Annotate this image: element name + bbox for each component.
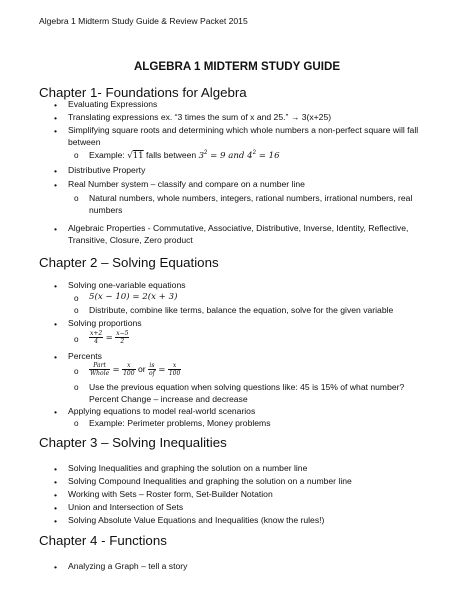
bullet: • — [54, 281, 58, 291]
bullet: • — [54, 503, 58, 513]
sub-bullet: o — [74, 306, 79, 315]
base-4: 4 — [247, 151, 253, 161]
ch2-item-proportions: Solving proportions — [68, 318, 142, 328]
bullet: • — [54, 113, 58, 123]
ch2-item-percents: Percents — [68, 351, 102, 361]
base-3: 3 — [198, 151, 205, 161]
ch2-percent-change: Percent Change – increase and decrease — [89, 394, 248, 404]
sqrt-expression: √11 — [127, 151, 144, 161]
ch2-percent-formula — [89, 362, 181, 377]
equals-sign: = — [105, 332, 113, 343]
equals-sign: = — [112, 364, 120, 375]
fraction — [89, 330, 103, 345]
numerator: x — [168, 362, 181, 370]
bullet: • — [54, 516, 58, 526]
chapter-2-heading: Chapter 2 – Solving Equations — [39, 255, 219, 270]
ch1-sqrt-example — [89, 150, 280, 162]
ch1-item-evaluating: Evaluating Expressions — [68, 99, 158, 109]
chapter-3-heading: Chapter 3 – Solving Inequalities — [39, 435, 227, 450]
ch2-real-world-example: Example: Perimeter problems, Money problems — [89, 418, 271, 428]
ch3-item-sets: Working with Sets – Roster form, Set-Builder Notation — [68, 489, 273, 499]
numerator: Part — [89, 362, 110, 370]
example-text: falls between — [143, 150, 199, 160]
radicand: 11 — [132, 151, 144, 161]
ch2-steps: Distribute, combine like terms, balance the equation, solve for the given variable — [89, 305, 394, 315]
denominator: 100 — [168, 370, 181, 377]
sub-bullet: o — [74, 383, 79, 392]
denominator: Whole — [90, 370, 110, 377]
bullet: • — [54, 126, 58, 136]
sub-bullet: o — [74, 194, 79, 203]
ch1-item-square-roots-cont: between — [68, 137, 101, 147]
ch1-number-types: Natural numbers, whole numbers, integers, rational numbers, irrational numbers, real — [89, 193, 413, 203]
numerator: x+2 — [90, 330, 103, 337]
equation-part: = 9 and — [207, 151, 248, 161]
example-label: Example: — [89, 150, 128, 160]
denominator: 4 — [94, 338, 99, 345]
chapter-1-heading: Chapter 1- Foundations for Algebra — [39, 85, 247, 100]
bullet: • — [54, 100, 58, 110]
ch3-item-union: Union and Intersection of Sets — [68, 502, 184, 512]
bullet: • — [54, 224, 58, 234]
fraction — [115, 330, 129, 345]
ch2-item-real-world: Applying equations to model real-world scenarios — [68, 406, 256, 416]
denominator: 2 — [120, 338, 125, 345]
denominator: 100 — [123, 370, 135, 377]
ch2-item-one-variable: Solving one-variable equations — [68, 280, 186, 290]
bullet: • — [54, 477, 58, 487]
ch1-item-properties: Algebraic Properties - Commutative, Associative, Distributive, Inverse, Identity, Reflective, — [68, 223, 409, 233]
equals-sign: = — [158, 364, 166, 375]
ch1-item-properties-cont: Transitive, Closure, Zero product — [68, 235, 193, 245]
ch3-item-absolute-value: Solving Absolute Value Equations and Inequalities (know the rules!) — [68, 515, 325, 525]
or-text: or — [137, 363, 146, 374]
ch3-item-compound: Solving Compound Inequalities and graphing the solution on a number line — [68, 476, 352, 486]
page-header: Algebra 1 Midterm Study Guide & Review Packet 2015 — [39, 16, 248, 26]
numerator: is — [149, 362, 155, 369]
bullet: • — [54, 562, 58, 572]
bullet: • — [54, 464, 58, 474]
equation-part: = 16 — [255, 151, 280, 161]
sub-bullet: o — [74, 294, 79, 303]
bullet: • — [54, 352, 58, 362]
sub-bullet: o — [74, 419, 79, 428]
ch1-item-square-roots: Simplifying square roots and determining which whole numbers a non-perfect square will fall — [68, 125, 419, 135]
sub-bullet: o — [74, 335, 79, 344]
numerator: x — [122, 362, 135, 370]
ch1-item-distributive: Distributive Property — [68, 165, 146, 175]
fraction — [148, 362, 156, 377]
denominator: of — [149, 370, 155, 377]
ch2-proportion-example — [89, 330, 129, 345]
bullet: • — [54, 180, 58, 190]
bullet: • — [54, 490, 58, 500]
page-title: ALGEBRA 1 MIDTERM STUDY GUIDE — [133, 60, 341, 73]
exponent: 2 — [252, 150, 256, 157]
bullet: • — [54, 407, 58, 417]
fraction — [168, 362, 181, 377]
ch3-item-inequalities: Solving Inequalities and graphing the solution on a number line — [68, 463, 308, 473]
ch2-percent-usage: Use the previous equation when solving questions like: 45 is 15% of what number? — [89, 382, 405, 392]
fraction — [122, 362, 135, 377]
ch1-item-real-numbers: Real Number system – classify and compare on a number line — [68, 179, 305, 189]
numerator: x−5 — [116, 330, 129, 337]
ch2-equation-example: 5(x − 10) = 2(x + 3) — [89, 292, 178, 302]
fraction — [89, 362, 110, 377]
ch1-item-translating: Translating expressions ex. “3 times the sum of x and 25.” → 3(x+25) — [68, 112, 332, 122]
ch4-item-graph: Analyzing a Graph – tell a story — [68, 561, 188, 571]
sub-bullet: o — [74, 151, 79, 160]
ch1-number-types-cont: numbers — [89, 205, 123, 215]
exponent: 2 — [204, 150, 208, 157]
sub-bullet: o — [74, 367, 79, 376]
chapter-4-heading: Chapter 4 - Functions — [39, 533, 167, 548]
bullet: • — [54, 319, 58, 329]
bullet: • — [54, 166, 58, 176]
